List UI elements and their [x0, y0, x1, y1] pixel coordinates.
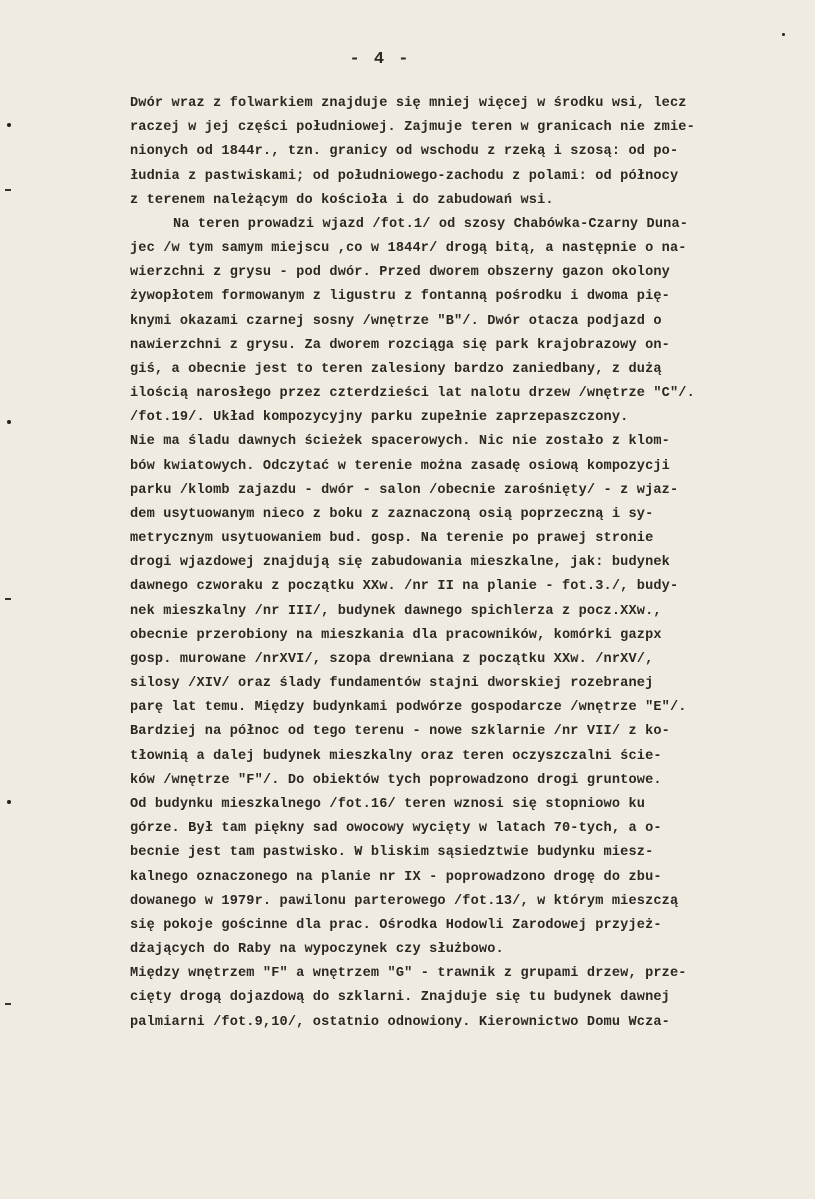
- text-line: nionych od 1844r., tzn. granicy od wschodu z rzeką i szosą: od po-: [130, 144, 679, 160]
- text-line: żywopłotem formowanym z ligustru z fontanną pośrodku i dwoma pię-: [130, 289, 670, 305]
- text-line: nawierzchni z grysu. Za dworem rozciąga się park krajobrazowy on-: [130, 337, 670, 353]
- text-line: łudnia z pastwiskami; od południowego-zachodu z polami: od północy: [130, 168, 679, 184]
- text-line: Dwór wraz z folwarkiem znajduje się mniej więcej w środku wsi, lecz: [130, 96, 687, 111]
- margin-tick-mark: [5, 598, 11, 600]
- text-line: Bardziej na północ od tego terenu - nowe szklarnie /nr VII/ z ko-: [130, 724, 670, 740]
- text-line: dowanego w 1979r. pawilonu parterowego /fot.13/, w którym mieszczą: [130, 893, 679, 909]
- ink-speck: [782, 33, 785, 36]
- text-line: parę lat temu. Między budynkami podwórze gospodarcze /wnętrze "E"/.: [130, 700, 687, 716]
- page-number: - 4 -: [349, 50, 411, 69]
- binding-hole-mark: [7, 123, 11, 127]
- text-line: wierzchni z grysu - pod dwór. Przed dworem obszerny gazon okolony: [130, 265, 670, 281]
- text-line: drogi wjazdowej znajdują się zabudowania mieszkalne, jak: budynek: [130, 555, 670, 571]
- binding-hole-mark: [7, 800, 11, 804]
- text-line: obecnie przerobiony na mieszkania dla pracowników, komórki gazpx: [130, 627, 662, 643]
- text-line: nek mieszkalny /nr III/, budynek dawnego spichlerza z pocz.XXw.,: [130, 603, 662, 619]
- text-line: Na teren prowadzi wjazd /fot.1/ od szosy Chabówka-Czarny Duna-: [173, 216, 689, 232]
- text-line: Między wnętrzem "F" a wnętrzem "G" - trawnik z grupami drzew, prze-: [130, 966, 687, 982]
- text-line: palmiarni /fot.9,10/, ostatnio odnowiony. Kierownictwo Domu Wcza-: [130, 1014, 670, 1030]
- text-line: knymi okazami czarnej sosny /wnętrze "B"/. Dwór otacza podjazd o: [130, 313, 662, 329]
- text-line: cięty drogą dojazdową do szklarni. Znajduje się tu budynek dawnej: [130, 990, 670, 1006]
- text-line: metrycznym usytuowaniem bud. gosp. Na terenie po prawej stronie: [130, 531, 654, 547]
- typewritten-text: [130, 92, 790, 1035]
- text-line: silosy /XIV/ oraz ślady fundamentów stajni dworskiej rozebranej: [130, 676, 654, 692]
- text-line: ków /wnętrze "F"/. Do obiektów tych poprowadzono drogi gruntowe.: [130, 772, 662, 788]
- text-line: parku /klomb zajazdu - dwór - salon /obecnie zarośnięty/ - z wjaz-: [130, 482, 679, 498]
- text-line: dżających do Raby na wypoczynek czy służbowo.: [130, 942, 504, 958]
- text-line: Od budynku mieszkalnego /fot.16/ teren wznosi się stopniowo ku: [130, 796, 646, 812]
- text-line: raczej w jej części południowej. Zajmuje teren w granicach nie zmie-: [130, 120, 695, 136]
- text-line: jec /w tym samym miejscu ,co w 1844r/ drogą bitą, a następnie o na-: [130, 241, 687, 257]
- text-line: dem usytuowanym nieco z boku z zaznaczoną osią poprzeczną i sy-: [130, 506, 654, 522]
- text-line: ilością narosłego przez czterdzieści lat nalotu drzew /wnętrze "C"/.: [130, 386, 695, 402]
- text-line: się pokoje gościnne dla prac. Ośrodka Hodowli Zarodowej przyjeż-: [130, 917, 662, 933]
- binding-hole-mark: [7, 420, 11, 424]
- text-line: Nie ma śladu dawnych ścieżek spacerowych. Nic nie zostało z klom-: [130, 434, 670, 450]
- text-line: gosp. murowane /nrXVI/, szopa drewniana z początku XXw. /nrXV/,: [130, 651, 654, 667]
- text-line: z terenem należącym do kościoła i do zabudowań wsi.: [130, 192, 554, 208]
- text-line: /fot.19/. Układ kompozycyjny parku zupełnie zaprzepaszczony.: [130, 410, 629, 426]
- text-line: giś, a obecnie jest to teren zalesiony bardzo zaniedbany, z dużą: [130, 361, 662, 377]
- text-line: kalnego oznaczonego na planie nr IX - poprowadzono drogę do zbu-: [130, 869, 662, 885]
- text-line: górze. Był tam piękny sad owocowy wycięty w latach 70-tych, a o-: [130, 821, 662, 837]
- margin-tick-mark: [5, 1003, 11, 1005]
- text-line: dawnego czworaku z początku XXw. /nr II na planie - fot.3./, budy-: [130, 579, 679, 595]
- margin-tick-mark: [5, 189, 11, 191]
- text-line: bów kwiatowych. Odczytać w terenie można zasadę osiową kompozycji: [130, 458, 670, 474]
- text-line: tłownią a dalej budynek mieszkalny oraz teren oczyszczalni ście-: [130, 748, 662, 764]
- text-line: becnie jest tam pastwisko. W bliskim sąsiedztwie budynku miesz-: [130, 845, 654, 861]
